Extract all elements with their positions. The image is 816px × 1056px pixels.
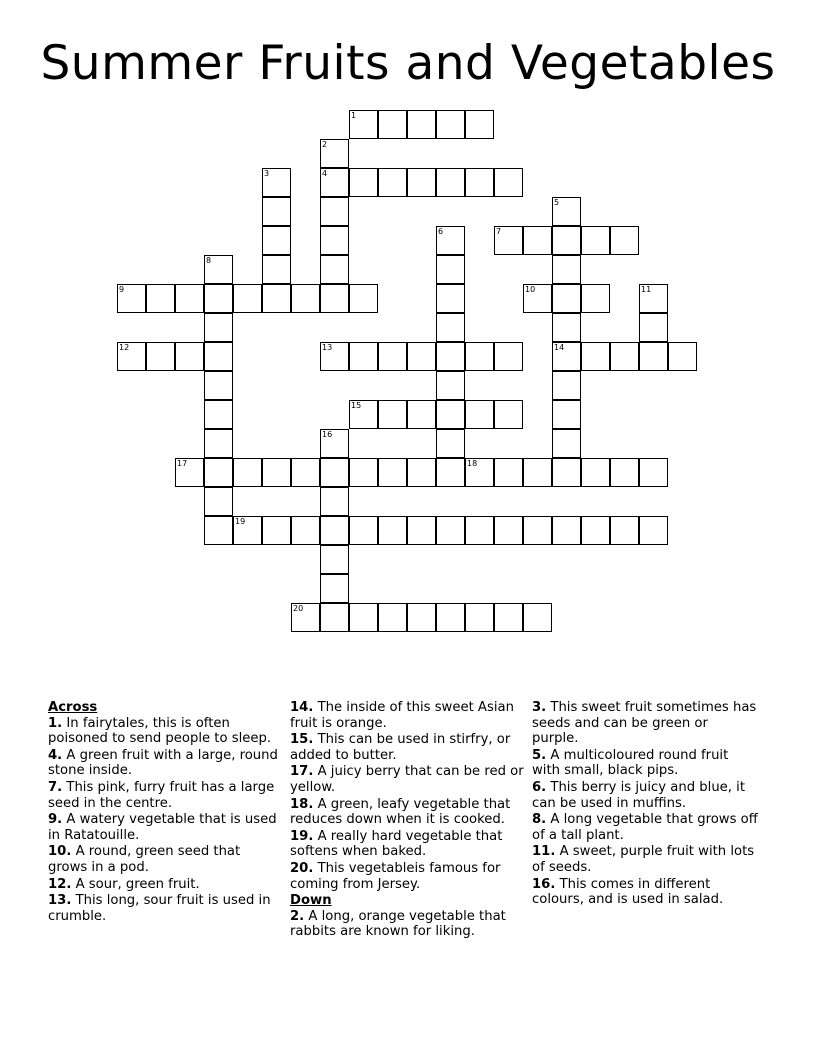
clue-number: 14. (290, 700, 314, 715)
cell-number: 3 (264, 169, 270, 178)
grid-cell[interactable] (378, 110, 407, 139)
cell-number: 5 (554, 198, 560, 207)
grid-cell[interactable] (552, 226, 581, 255)
grid-cell[interactable] (465, 168, 494, 197)
clue-text: This vegetableis famous for coming from Jersey. (290, 860, 501, 892)
grid-cell[interactable] (349, 168, 378, 197)
grid-cell[interactable] (320, 139, 349, 168)
clue-item (532, 877, 758, 908)
grid-cell[interactable] (349, 400, 378, 429)
grid-cell[interactable] (320, 255, 349, 284)
grid-cell[interactable] (378, 400, 407, 429)
grid-cell[interactable] (407, 400, 436, 429)
clue-number: 20. (290, 860, 314, 876)
clue-item (290, 732, 528, 763)
clue-item (532, 844, 758, 875)
clue-number: 18. (290, 796, 314, 812)
grid-cell[interactable] (262, 197, 291, 226)
grid-cell[interactable] (552, 400, 581, 429)
clues-column-1 (48, 700, 280, 925)
clue-text: This berry is juicy and blue, it can be used in muffins. (532, 779, 746, 811)
grid-cell[interactable] (436, 226, 465, 255)
cell-number: 10 (525, 285, 536, 294)
grid-cell[interactable] (436, 313, 465, 342)
grid-cell[interactable] (552, 255, 581, 284)
clue-text: A sour, green fruit. (75, 876, 200, 892)
grid-cell[interactable] (552, 313, 581, 342)
grid-cell[interactable] (639, 458, 668, 487)
grid-cell[interactable] (291, 284, 320, 313)
puzzle-title: Summer Fruits and Vegetables (40, 36, 776, 91)
grid-cell[interactable] (378, 603, 407, 632)
grid-cell[interactable] (320, 342, 349, 371)
grid-cell[interactable] (436, 168, 465, 197)
clue-item (290, 909, 528, 940)
grid-cell[interactable] (204, 429, 233, 458)
grid-cell[interactable] (552, 516, 581, 545)
grid-cell[interactable] (349, 458, 378, 487)
grid-cell[interactable] (407, 603, 436, 632)
clue-item (532, 700, 758, 747)
grid-cell[interactable] (204, 516, 233, 545)
clue-item (48, 877, 280, 893)
grid-cell[interactable] (581, 342, 610, 371)
clue-text: In fairytales, this is often poisoned to send people to sleep. (48, 715, 272, 747)
grid-cell[interactable] (204, 487, 233, 516)
cell-number: 17 (177, 459, 188, 468)
grid-cell[interactable] (204, 313, 233, 342)
clue-text: A long vegetable that grows off of a tall plant. (532, 812, 758, 843)
clue-text: This comes in different colours, and is used in salad. (532, 876, 724, 908)
grid-cell[interactable] (581, 458, 610, 487)
clue-number: 7. (48, 779, 63, 795)
grid-cell[interactable] (465, 603, 494, 632)
grid-cell[interactable] (320, 458, 349, 487)
grid-cell[interactable] (407, 168, 436, 197)
clue-number: 16. (532, 876, 556, 892)
grid-cell[interactable] (349, 110, 378, 139)
across-heading: Across (48, 700, 98, 715)
grid-cell[interactable] (175, 284, 204, 313)
grid-cell[interactable] (465, 458, 494, 487)
grid-cell[interactable] (465, 516, 494, 545)
cell-number: 7 (496, 227, 502, 236)
cell-number: 18 (467, 459, 478, 468)
grid-cell[interactable] (407, 516, 436, 545)
grid-cell[interactable] (204, 458, 233, 487)
grid-cell[interactable] (610, 516, 639, 545)
clue-text: A juicy berry that can be red or yellow. (290, 764, 524, 795)
clue-number: 13. (48, 893, 72, 909)
grid-cell[interactable] (262, 458, 291, 487)
grid-cell[interactable] (523, 516, 552, 545)
grid-cell[interactable] (436, 603, 465, 632)
grid-cell[interactable] (320, 487, 349, 516)
grid-cell[interactable] (610, 342, 639, 371)
clue-number: 1. (48, 715, 63, 731)
grid-cell[interactable] (233, 458, 262, 487)
grid-cell[interactable] (436, 429, 465, 458)
grid-cell[interactable] (523, 226, 552, 255)
clue-item (290, 764, 528, 795)
clue-number: 6. (532, 779, 547, 795)
clue-text: A multicoloured round fruit with small, black pips. (532, 747, 729, 779)
clue-number: 9. (48, 812, 63, 828)
grid-cell[interactable] (291, 458, 320, 487)
grid-cell[interactable] (639, 284, 668, 313)
clue-item (532, 748, 758, 779)
grid-cell[interactable] (552, 371, 581, 400)
clue-number: 8. (532, 812, 547, 828)
clue-item (48, 780, 280, 811)
grid-cell[interactable] (436, 400, 465, 429)
grid-cell[interactable] (378, 342, 407, 371)
grid-cell[interactable] (349, 516, 378, 545)
grid-cell[interactable] (494, 342, 523, 371)
grid-cell[interactable] (262, 284, 291, 313)
grid-cell[interactable] (262, 255, 291, 284)
grid-cell[interactable] (233, 516, 262, 545)
grid-cell[interactable] (552, 197, 581, 226)
cell-number: 13 (322, 343, 333, 352)
clue-number: 5. (532, 747, 547, 763)
clue-number: 19. (290, 828, 314, 844)
grid-cell[interactable] (436, 458, 465, 487)
clues-column-2 (290, 700, 528, 941)
clue-item (48, 812, 280, 843)
clue-number: 4. (48, 747, 63, 763)
grid-cell[interactable] (436, 342, 465, 371)
grid-cell[interactable] (146, 284, 175, 313)
grid-cell[interactable] (523, 284, 552, 313)
grid-cell[interactable] (407, 110, 436, 139)
clue-number: 3. (532, 700, 547, 715)
grid-cell[interactable] (639, 516, 668, 545)
clue-item (48, 844, 280, 875)
cell-number: 6 (438, 227, 444, 236)
clue-text: This pink, furry fruit has a large seed in the centre. (48, 779, 275, 811)
grid-cell[interactable] (117, 284, 146, 313)
grid-cell[interactable] (378, 168, 407, 197)
clue-item (290, 700, 528, 731)
grid-cell[interactable] (523, 458, 552, 487)
clue-number: 15. (290, 732, 314, 748)
clue-item (48, 748, 280, 779)
grid-cell[interactable] (494, 226, 523, 255)
grid-cell[interactable] (639, 342, 668, 371)
grid-cell[interactable] (436, 516, 465, 545)
cell-number: 8 (206, 256, 212, 265)
grid-cell[interactable] (291, 516, 320, 545)
grid-cell[interactable] (552, 342, 581, 371)
grid-cell[interactable] (320, 226, 349, 255)
clue-text: A green, leafy vegetable that reduces down when it is cooked. (290, 796, 511, 828)
grid-cell[interactable] (320, 516, 349, 545)
grid-cell[interactable] (175, 342, 204, 371)
grid-cell[interactable] (320, 574, 349, 603)
grid-cell[interactable] (465, 110, 494, 139)
clue-item (48, 893, 280, 924)
grid-cell[interactable] (494, 168, 523, 197)
cell-number: 9 (119, 285, 125, 294)
grid-cell[interactable] (552, 458, 581, 487)
clue-text: This can be used in stirfry, or added to butter. (290, 732, 511, 763)
cell-number: 12 (119, 343, 130, 352)
clue-item (290, 797, 528, 828)
clue-text: A round, green seed that grows in a pod. (48, 844, 241, 875)
grid-cell[interactable] (320, 545, 349, 574)
cell-number: 1 (351, 111, 357, 120)
clue-item (290, 861, 528, 892)
grid-cell[interactable] (204, 284, 233, 313)
grid-cell[interactable] (117, 342, 146, 371)
grid-cell[interactable] (378, 458, 407, 487)
grid-cell[interactable] (349, 284, 378, 313)
cell-number: 15 (351, 401, 362, 410)
clue-item (532, 780, 758, 811)
grid-cell[interactable] (552, 429, 581, 458)
grid-cell[interactable] (552, 284, 581, 313)
clue-number: 11. (532, 844, 556, 860)
grid-cell[interactable] (494, 400, 523, 429)
grid-cell[interactable] (320, 603, 349, 632)
grid-cell[interactable] (262, 168, 291, 197)
grid-cell[interactable] (610, 226, 639, 255)
grid-cell[interactable] (494, 603, 523, 632)
grid-cell[interactable] (436, 371, 465, 400)
grid-cell[interactable] (378, 516, 407, 545)
grid-cell[interactable] (204, 342, 233, 371)
grid-cell[interactable] (204, 371, 233, 400)
clue-item (290, 829, 528, 860)
grid-cell[interactable] (407, 342, 436, 371)
cell-number: 14 (554, 343, 565, 352)
grid-cell[interactable] (436, 284, 465, 313)
clue-number: 17. (290, 764, 314, 780)
grid-cell[interactable] (320, 168, 349, 197)
grid-cell[interactable] (639, 313, 668, 342)
clue-number: 12. (48, 876, 72, 892)
grid-cell[interactable] (204, 255, 233, 284)
grid-cell[interactable] (407, 458, 436, 487)
clue-text: A long, orange vegetable that rabbits are known for liking. (290, 908, 506, 940)
grid-cell[interactable] (349, 342, 378, 371)
grid-cell[interactable] (465, 400, 494, 429)
grid-cell[interactable] (523, 603, 552, 632)
grid-cell[interactable] (610, 458, 639, 487)
grid-cell[interactable] (233, 284, 262, 313)
clue-item (48, 716, 280, 747)
grid-cell[interactable] (262, 226, 291, 255)
clues-column-3 (532, 700, 758, 909)
cell-number: 2 (322, 140, 328, 149)
clue-text: A really hard vegetable that softens when baked. (290, 828, 503, 860)
grid-cell[interactable] (349, 603, 378, 632)
grid-cell[interactable] (320, 284, 349, 313)
cell-number: 20 (293, 604, 304, 613)
cell-number: 19 (235, 517, 246, 526)
cell-number: 16 (322, 430, 333, 439)
grid-cell[interactable] (291, 603, 320, 632)
grid-cell[interactable] (581, 226, 610, 255)
grid-cell[interactable] (494, 516, 523, 545)
grid-cell[interactable] (262, 516, 291, 545)
grid-cell[interactable] (668, 342, 697, 371)
cell-number: 11 (641, 285, 652, 294)
grid-cell[interactable] (204, 400, 233, 429)
clue-number: 2. (290, 908, 305, 924)
clue-item (532, 812, 758, 843)
clue-text: A sweet, purple fruit with lots of seeds. (532, 844, 755, 875)
grid-cell[interactable] (581, 284, 610, 313)
grid-cell[interactable] (494, 458, 523, 487)
grid-cell[interactable] (465, 342, 494, 371)
clue-number: 10. (48, 844, 72, 860)
clue-text: This sweet fruit sometimes has seeds and can be green or purple. (532, 700, 757, 747)
grid-cell[interactable] (175, 458, 204, 487)
clue-text: A green fruit with a large, round stone inside. (48, 747, 278, 779)
grid-cell[interactable] (146, 342, 175, 371)
grid-cell[interactable] (320, 197, 349, 226)
clue-text: The inside of this sweet Asian fruit is orange. (290, 700, 514, 731)
clue-text: A watery vegetable that is used in Ratatouille. (48, 812, 277, 843)
clue-text: This long, sour fruit is used in crumble. (48, 893, 271, 924)
grid-cell[interactable] (581, 516, 610, 545)
down-heading: Down (290, 893, 332, 909)
grid-cell[interactable] (320, 429, 349, 458)
cell-number: 4 (322, 169, 328, 178)
grid-cell[interactable] (436, 110, 465, 139)
grid-cell[interactable] (436, 255, 465, 284)
